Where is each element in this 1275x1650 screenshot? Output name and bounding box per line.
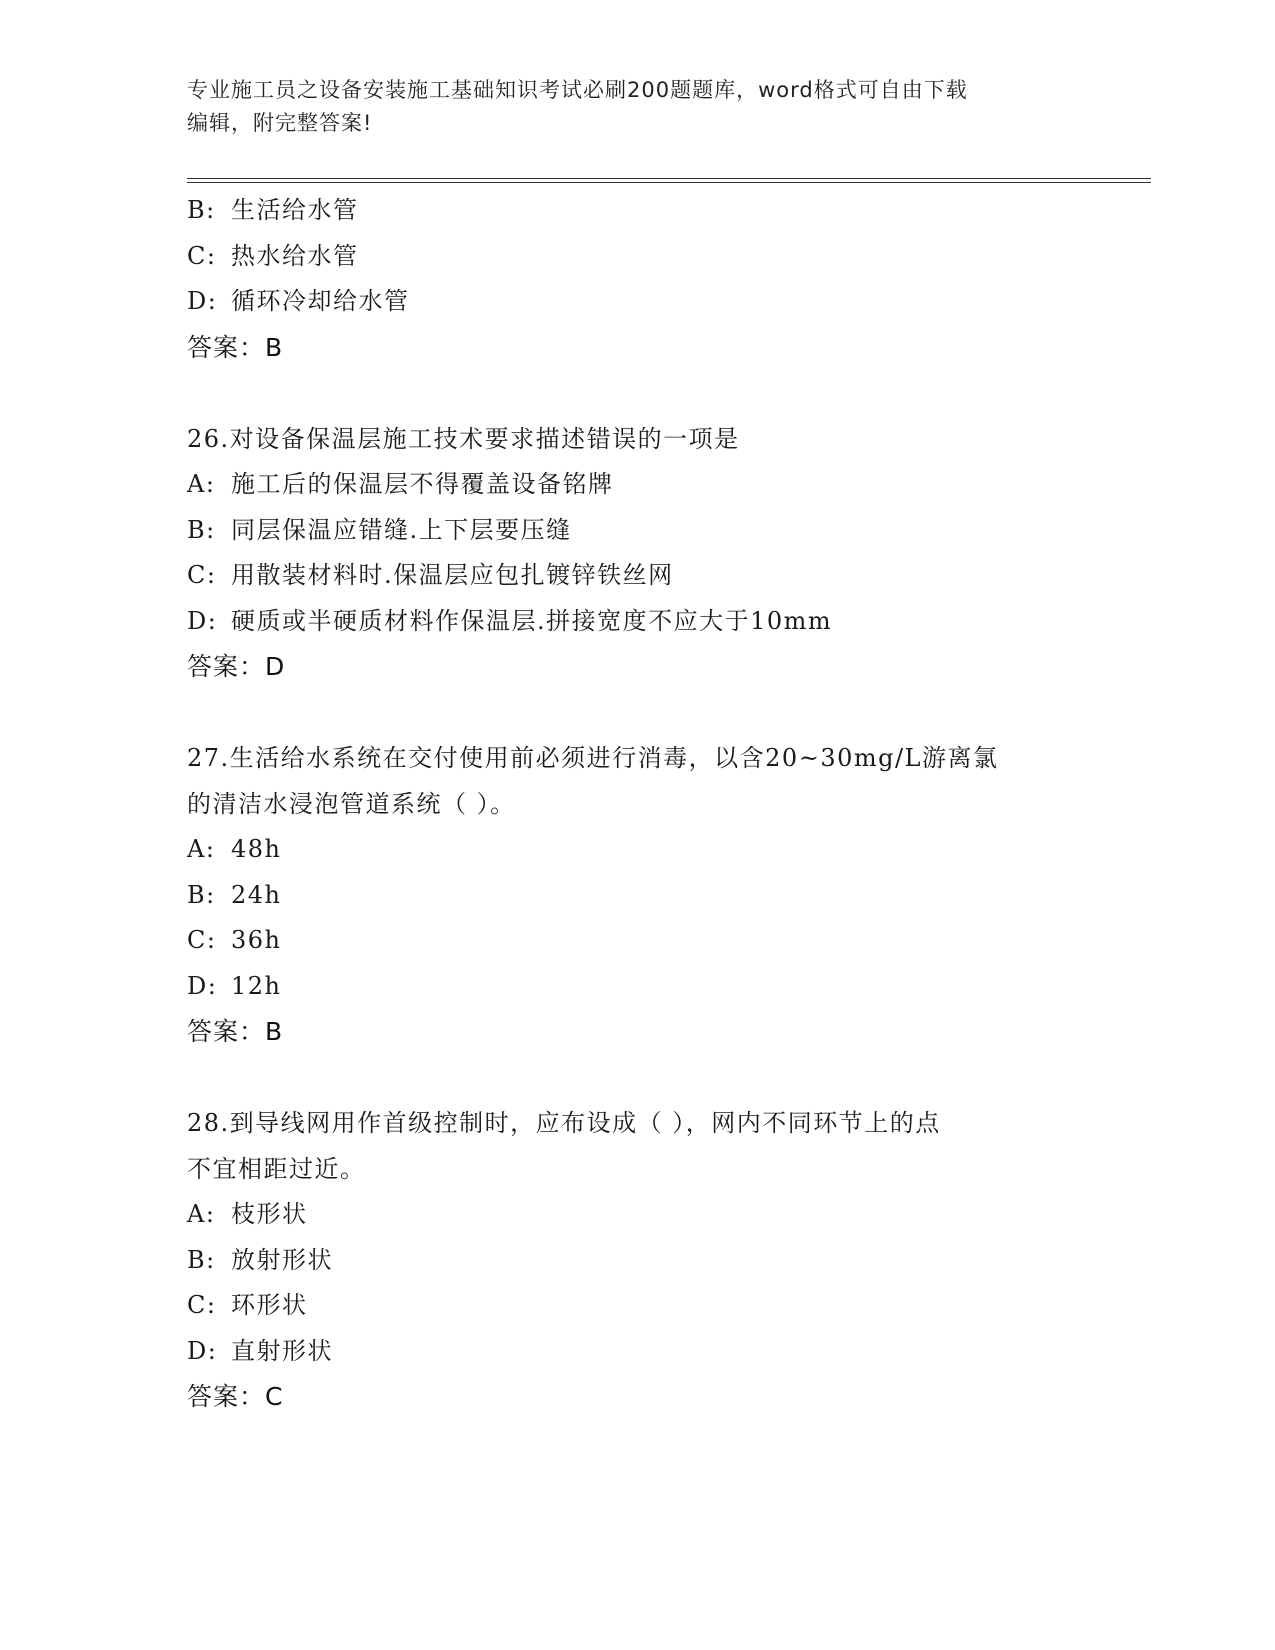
option-key: B:	[187, 1245, 216, 1274]
option-key: C:	[187, 241, 217, 270]
answer-line	[187, 1009, 1087, 1055]
answer-value: C	[265, 1382, 284, 1411]
option-text: 环形状	[231, 1291, 308, 1319]
answer-value: B	[265, 1017, 284, 1046]
option-key: A:	[187, 835, 216, 863]
answer-label: 答案：	[187, 332, 266, 362]
question-text-line-2: 不宜相距过近。	[187, 1154, 366, 1183]
option-c	[187, 1283, 1087, 1329]
option-text: 24h	[231, 880, 282, 909]
option-text: 用散装材料时.保温层应包扎镀锌铁丝网	[231, 561, 674, 589]
option-text: 循环冷却给水管	[231, 287, 410, 315]
option-key: A:	[187, 1200, 216, 1228]
question-text-line-2: 的清洁水浸泡管道系统（ ）。	[187, 789, 516, 818]
option-key: A:	[187, 470, 216, 498]
option-text: 36h	[231, 926, 282, 954]
option-c	[187, 918, 1087, 964]
option-b	[187, 873, 1087, 919]
header-title-line-2: 编辑，附完整答案!	[187, 111, 373, 135]
option-text: 48h	[231, 835, 282, 863]
option-d	[187, 964, 1087, 1010]
option-d	[187, 599, 1087, 645]
option-b	[187, 1238, 1087, 1284]
option-a	[187, 827, 1087, 873]
option-key: B:	[187, 196, 216, 224]
question-26	[187, 417, 1087, 691]
option-text: 放射形状	[231, 1245, 333, 1274]
option-text: 生活给水管	[231, 196, 359, 224]
option-b	[187, 188, 1087, 234]
answer-label: 答案：	[187, 1017, 266, 1046]
question-text	[187, 736, 1067, 827]
answer-line	[187, 1374, 1087, 1420]
question-text	[187, 417, 1067, 463]
option-key: B:	[187, 880, 216, 909]
option-key: D:	[187, 287, 218, 315]
answer-label: 答案：	[187, 1382, 266, 1411]
answer-value: D	[265, 652, 286, 681]
answer-line	[187, 325, 1087, 371]
question-27	[187, 736, 1087, 1055]
question-text-line-1: 27.生活给水系统在交付使用前必须进行消毒，以含20~30mg/L游离氯	[187, 744, 999, 772]
header-double-rule	[187, 178, 1151, 183]
option-d	[187, 279, 1087, 325]
question-text-line-1: 28.到导线网用作首级控制时，应布设成（ ），网内不同环节上的点	[187, 1109, 941, 1137]
answer-line	[187, 644, 1087, 690]
option-key: D:	[187, 606, 218, 635]
option-text: 同层保温应错缝.上下层要压缝	[231, 515, 572, 544]
question-partial	[187, 188, 1087, 371]
option-text: 硬质或半硬质材料作保温层.拼接宽度不应大于10mm	[231, 606, 833, 635]
option-key: C:	[187, 1291, 217, 1319]
question-text-line-1: 26.对设备保温层施工技术要求描述错误的一项是	[187, 424, 740, 453]
option-key: C:	[187, 561, 217, 589]
header-title-line-1: 专业施工员之设备安装施工基础知识考试必刷200题题库，word格式可自由下载	[187, 78, 968, 102]
option-key: B:	[187, 515, 216, 544]
option-d	[187, 1329, 1087, 1375]
option-key: C:	[187, 926, 217, 954]
option-a	[187, 462, 1087, 508]
question-28	[187, 1101, 1087, 1420]
option-text: 热水给水管	[231, 241, 359, 270]
option-key: D:	[187, 1336, 218, 1365]
option-a	[187, 1192, 1087, 1238]
option-text: 12h	[231, 971, 282, 1000]
question-text	[187, 1101, 1067, 1192]
option-b	[187, 508, 1087, 554]
option-text: 枝形状	[231, 1200, 308, 1228]
answer-value: B	[265, 332, 284, 362]
option-text: 直射形状	[231, 1336, 333, 1365]
page-header	[187, 74, 1087, 140]
answer-label: 答案：	[187, 652, 266, 681]
option-c	[187, 234, 1087, 280]
option-key: D:	[187, 971, 218, 1000]
option-text: 施工后的保温层不得覆盖设备铭牌	[231, 470, 614, 498]
option-c	[187, 553, 1087, 599]
document-body	[187, 188, 1087, 1420]
